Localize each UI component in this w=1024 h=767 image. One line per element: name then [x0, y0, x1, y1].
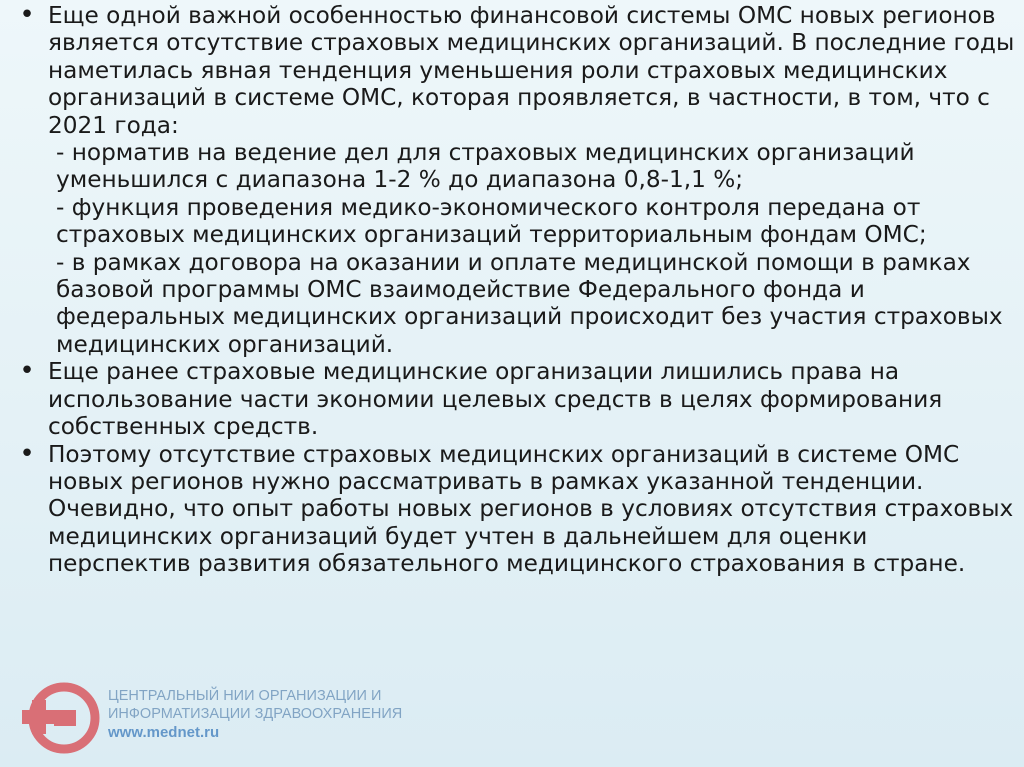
logo-line-2: ИНФОРМАТИЗАЦИИ ЗДРАВООХРАНЕНИЯ [108, 706, 403, 722]
red-cross-emblem-icon [20, 680, 100, 756]
bullet-text: Еще одной важной особенностью финансовой системы ОМС новых регионов является отсутствие страховых медицинских организаций. В последние годы наметилась явная тенденция уменьшения роли страховых медицинских организаций в системе ОМС, которая проявляется, в частности, в том, что с 2021 года: [48, 2, 1015, 139]
bullet-item-1 [6, 2, 1016, 358]
bullet-item-3 [6, 438, 1016, 578]
slide-body [6, 2, 1016, 578]
bullet-dot: • [19, 438, 35, 469]
bullet-item-2 [6, 358, 1016, 440]
logo-url[interactable]: www.mednet.ru [108, 724, 220, 741]
bullet-text: Поэтому отсутствие страховых медицинских организаций в системе ОМС новых регионов нужно рассматривать в рамках указанной тенденции. Очевидно, что опыт работы новых регионов в условиях отсутствия страховых медицинских организаций будет учтен в дальнейшем для оценки перспектив развития обязательного медицинского страхования в стране. [48, 440, 1014, 578]
logo-line-1: ЦЕНТРАЛЬНЫЙ НИИ ОРГАНИЗАЦИИ И [108, 688, 382, 704]
sub-item: - функция проведения медико-экономического контроля передана от страховых медицинских организаций территориальным фондам ОМС; [56, 193, 927, 249]
sub-item: - норматив на ведение дел для страховых медицинских организаций уменьшился с диапазона 1-2 % до диапазона 0,8-1,1 %; [56, 139, 915, 194]
bullet-dot: • [19, 356, 35, 387]
bullet-text: Еще ранее страховые медицинские организации лишились права на использование части экономии целевых средств в целях формирования собственных средств. [48, 358, 943, 441]
sub-item: - в рамках договора на оказании и оплате медицинской помощи в рамках базовой программы ОМС взаимодействие Федерального фонда и федеральных медицинских организаций происходит без участия страховых медицинских организаций. [56, 248, 1003, 358]
watermark-logo [20, 668, 580, 758]
bullet-dot: • [19, 0, 35, 30]
